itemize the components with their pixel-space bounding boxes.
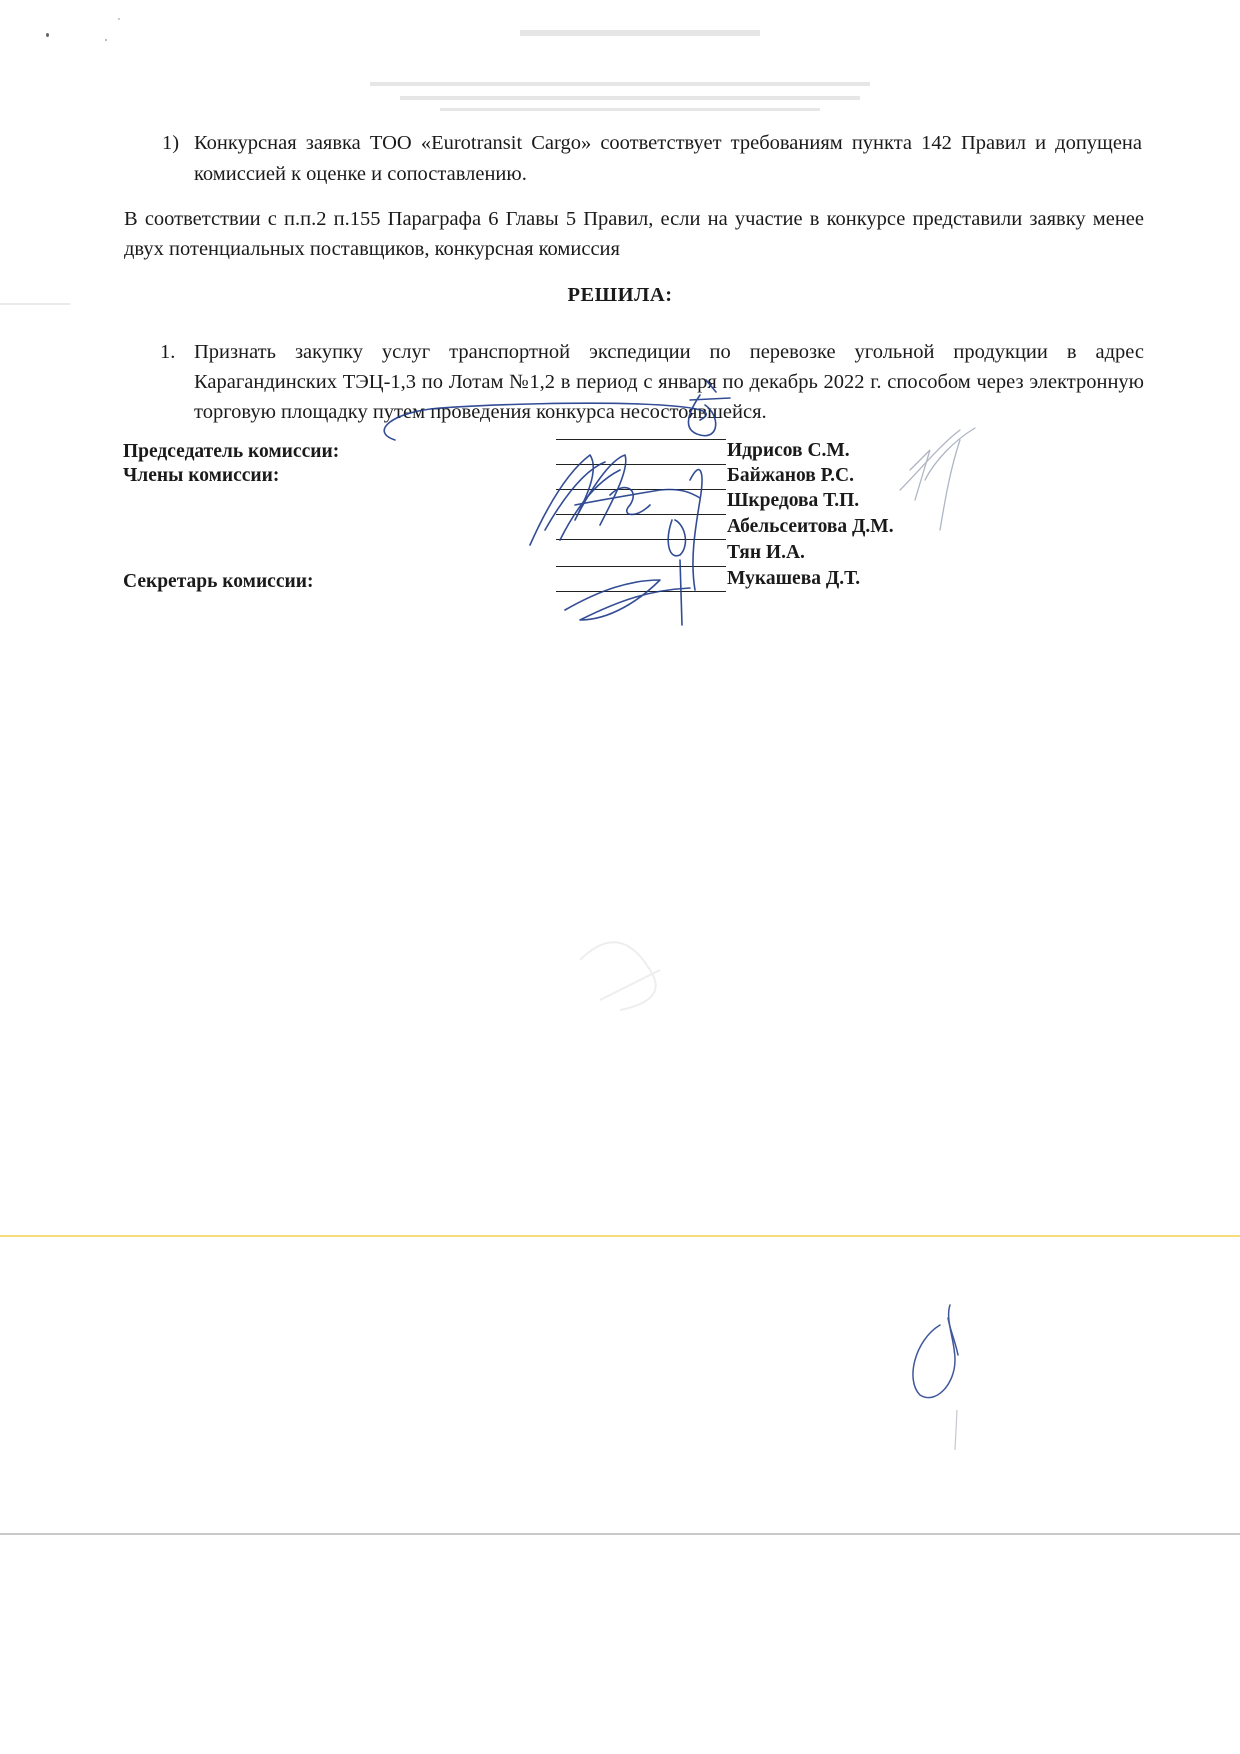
highlight-rule: [0, 1235, 1240, 1237]
signature-stroke: [668, 520, 685, 556]
signature-stroke: [545, 462, 620, 540]
item-number: 1): [162, 132, 180, 154]
decision-item: [160, 337, 1144, 427]
signature-line: [556, 489, 726, 490]
signature-stroke: [955, 1410, 957, 1450]
signature-line: [556, 591, 726, 592]
legal-basis-paragraph: В соответствии с п.п.2 п.155 Параграфа 6 Главы 5 Правил, если на участие в конкурсе представили заявку менее двух потенциальных поставщиков, конкурсная комиссия: [124, 208, 1144, 260]
signature-stroke: [530, 455, 626, 545]
scan-artifact: [105, 39, 107, 41]
admission-item: [162, 128, 1142, 190]
signature-stroke: [925, 428, 975, 480]
signature-line: [556, 539, 726, 540]
secretary-label: Секретарь комиссии:: [123, 571, 314, 592]
signature-stroke: [610, 488, 650, 515]
member-name: Мукашева Д.Т.: [727, 568, 861, 589]
signature-stroke: [690, 470, 702, 590]
members-label: Члены комиссии:: [123, 465, 280, 486]
signature-stroke: [910, 450, 930, 500]
chairman-label: Председатель комиссии:: [123, 441, 340, 462]
member-name: Абельсеитова Д.М.: [727, 516, 894, 537]
signature-stroke: [948, 1318, 958, 1355]
signature-line: [556, 566, 726, 567]
signature-stroke: [680, 560, 682, 625]
decision-text: Признать закупку услуг транспортной экспедиции по перевозке угольной продукции в адрес Карагандинских ТЭЦ-1,3 по Лотам №1,2 в период с января по декабрь 2022 г. способом через электронную торговую площадку путем проведения конкурса несостоявшейся.: [194, 341, 1144, 423]
signature-stroke: [940, 440, 960, 530]
signature-stroke: [913, 1305, 955, 1398]
signature-line: [556, 514, 726, 515]
signature-stroke: [575, 489, 700, 505]
member-name: Шкредова Т.П.: [727, 490, 860, 511]
decision-number: 1.: [160, 341, 176, 363]
page-divider: [0, 1533, 1240, 1535]
item-text: Конкурсная заявка ТОО «Eurotransit Cargo» соответствует требованиям пункта 142 Правил и допущена комиссией к оценке и сопоставлению.: [194, 132, 1142, 185]
signature-line: [556, 464, 726, 465]
signature-stroke: [565, 580, 690, 620]
member-name: Идрисов С.М.: [727, 440, 850, 461]
member-name: Байжанов Р.С.: [727, 465, 854, 486]
signature-stroke: [900, 430, 960, 490]
decision-heading: РЕШИЛА:: [567, 284, 673, 306]
member-name: Тян И.А.: [727, 542, 805, 563]
scan-artifact: [118, 18, 120, 20]
signature-line: [556, 439, 726, 440]
scan-artifact: [46, 33, 49, 37]
